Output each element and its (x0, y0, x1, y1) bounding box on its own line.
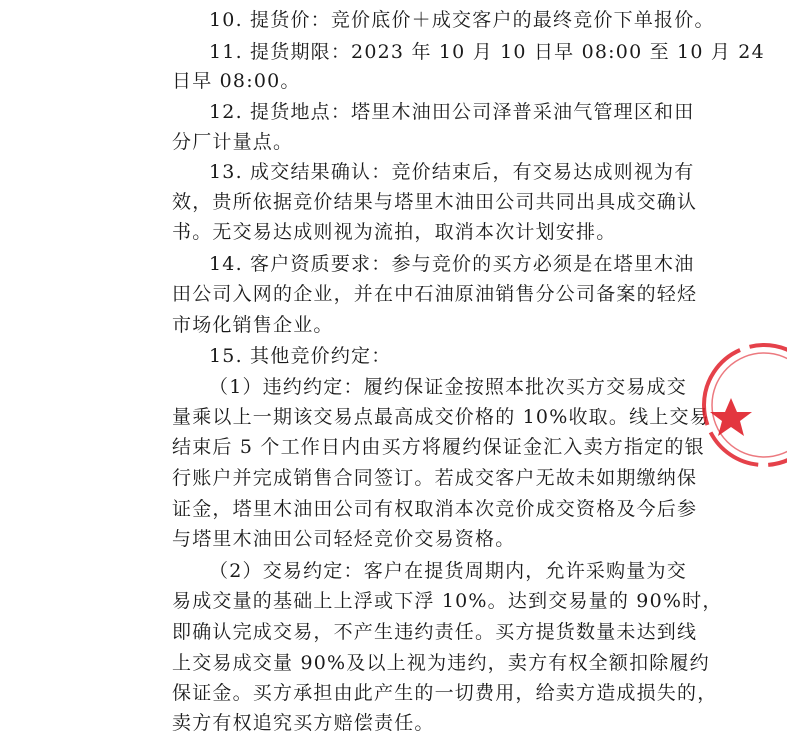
clause-14-cont-1: 田公司入网的企业，并在中石油原油销售分公司备案的轻烃 (172, 283, 698, 305)
clause-14: 14. 客户资质要求：参与竞价的买方必须是在塔里木油 (209, 253, 695, 275)
clause-11-cont: 日早 08:00。 (172, 70, 301, 92)
clause-11: 11. 提货期限：2023 年 10 月 10 日早 08:00 至 10 月 24 (209, 41, 765, 63)
clause-10: 10. 提货价：竞价底价＋成交客户的最终竞价下单报价。 (209, 9, 715, 31)
clause-15-1-cont-4: 证金，塔里木油田公司有权取消本次竞价成交资格及今后参 (172, 498, 698, 520)
clause-15-2: （2）交易约定：客户在提货周期内，允许采购量为交 (209, 560, 687, 582)
clause-15-1-cont-1: 量乘以上一期该交易点最高成交价格的 10%收取。线上交易 (172, 406, 710, 428)
official-seal-stamp (699, 340, 787, 470)
clause-13: 13. 成交结果确认：竞价结束后，有交易达成则视为有 (209, 161, 695, 183)
clause-15-2-cont-3: 上交易成交量 90%及以上视为违约，卖方有权全额扣除履约 (172, 652, 710, 674)
clause-13-cont-1: 效，贵所依据竞价结果与塔里木油田公司共同出具成交确认 (172, 191, 698, 213)
clause-15-2-cont-4: 保证金。买方承担由此产生的一切费用，给卖方造成损失的， (172, 682, 718, 704)
clause-15-2-cont-1: 易成交量的基础上上浮或下浮 10%。达到交易量的 90%时， (172, 590, 723, 612)
clause-15-2-cont-5: 卖方有权追究买方赔偿责任。 (172, 712, 435, 734)
clause-12: 12. 提货地点：塔里木油田公司泽普采油气管理区和田 (209, 101, 695, 123)
clause-13-cont-2: 书。无交易达成则视为流拍，取消本次计划安排。 (172, 221, 617, 243)
clause-15-1-cont-3: 行账户并完成销售合同签订。若成交客户无故未如期缴纳保 (172, 467, 698, 489)
clause-14-cont-2: 市场化销售企业。 (172, 314, 334, 336)
clause-12-cont: 分厂计量点。 (172, 131, 294, 153)
clause-15-2-cont-2: 即确认完成交易，不产生违约责任。买方提货数量未达到线 (172, 621, 698, 643)
clause-15-1: （1）违约约定：履约保证金按照本批次买方交易成交 (209, 376, 687, 398)
clause-15-1-cont-5: 与塔里木油田公司轻烃竞价交易资格。 (172, 528, 516, 550)
clause-15-1-cont-2: 结束后 5 个工作日内由买方将履约保证金汇入卖方指定的银 (172, 436, 705, 458)
clause-15: 15. 其他竞价约定： (209, 345, 392, 367)
